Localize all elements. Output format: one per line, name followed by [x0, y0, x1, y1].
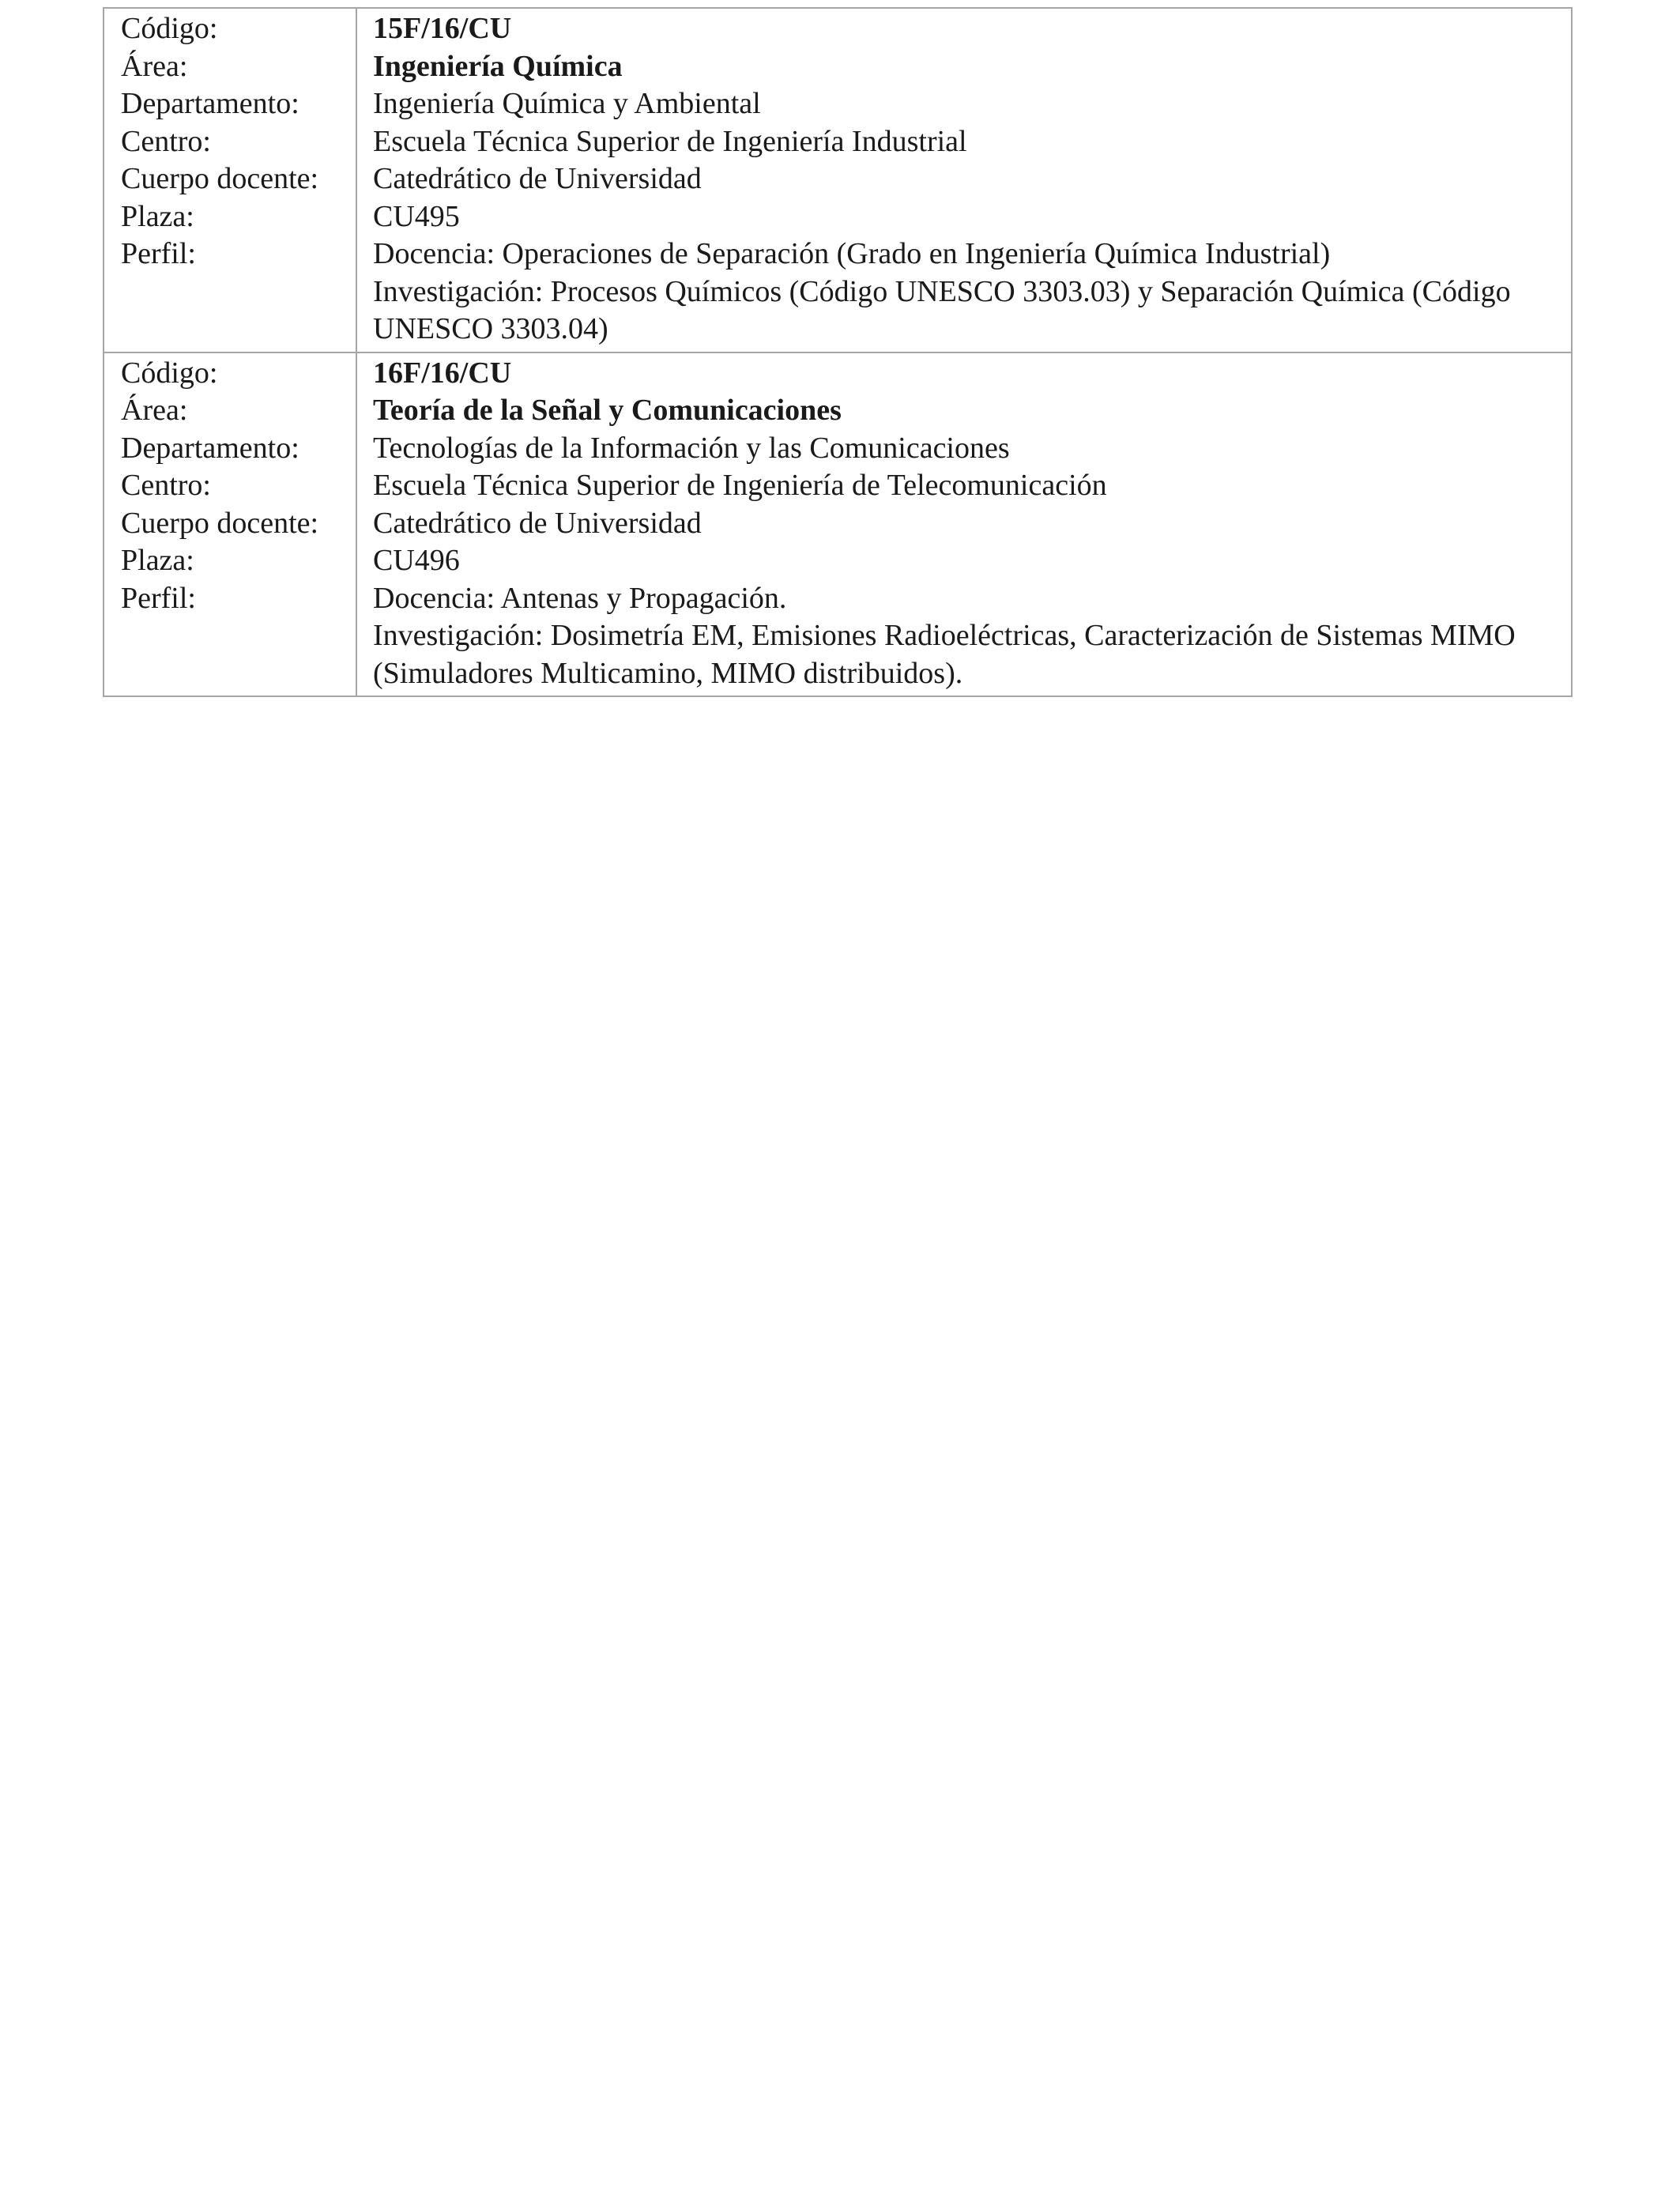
value-cell	[356, 8, 1572, 352]
label-centro: Centro:	[121, 124, 211, 158]
table-row	[104, 8, 1572, 352]
label-plaza: Plaza:	[121, 544, 194, 577]
label-codigo: Código:	[121, 12, 218, 45]
label-cuerpo-docente: Cuerpo docente:	[121, 162, 319, 195]
centro-value: Escuela Técnica Superior de Ingeniería de Telecomunicación	[373, 469, 1107, 502]
perfil-investigacion: Investigación: Procesos Químicos (Código UNESCO 3303.03) y Separación Química (Código UNESCO 3303.04)	[373, 274, 1511, 345]
codigo-value: 15F/16/CU	[373, 12, 512, 45]
departamento-value: Tecnologías de la Información y las Comunicaciones	[373, 431, 1010, 465]
area-value: Teoría de la Señal y Comunicaciones	[373, 394, 842, 427]
label-departamento: Departamento:	[121, 87, 299, 120]
label-perfil: Perfil:	[121, 237, 196, 270]
label-cell	[104, 352, 356, 697]
label-codigo: Código:	[121, 356, 218, 390]
label-area: Área:	[121, 394, 188, 427]
label-plaza: Plaza:	[121, 199, 194, 233]
plazas-table	[103, 7, 1573, 697]
codigo-value: 16F/16/CU	[373, 356, 512, 390]
plaza-value: CU496	[373, 544, 460, 577]
perfil-investigacion: Investigación: Dosimetría EM, Emisiones Radioeléctricas, Caracterización de Sistemas MIMO (Simuladores Multicamino, MIMO distribuidos).	[373, 619, 1516, 690]
cuerpo-docente-value: Catedrático de Universidad	[373, 506, 702, 540]
label-departamento: Departamento:	[121, 431, 299, 465]
departamento-value: Ingeniería Química y Ambiental	[373, 87, 761, 120]
label-area: Área:	[121, 49, 188, 83]
label-perfil: Perfil:	[121, 581, 196, 615]
area-value: Ingeniería Química	[373, 49, 623, 83]
label-cell	[104, 8, 356, 352]
value-cell	[356, 352, 1572, 697]
label-centro: Centro:	[121, 469, 211, 502]
centro-value: Escuela Técnica Superior de Ingeniería Industrial	[373, 124, 967, 158]
perfil-docencia: Docencia: Operaciones de Separación (Grado en Ingeniería Química Industrial)	[373, 237, 1331, 270]
table-row	[104, 352, 1572, 697]
cuerpo-docente-value: Catedrático de Universidad	[373, 162, 702, 195]
perfil-docencia: Docencia: Antenas y Propagación.	[373, 581, 787, 615]
label-cuerpo-docente: Cuerpo docente:	[121, 506, 319, 540]
plaza-value: CU495	[373, 199, 460, 233]
